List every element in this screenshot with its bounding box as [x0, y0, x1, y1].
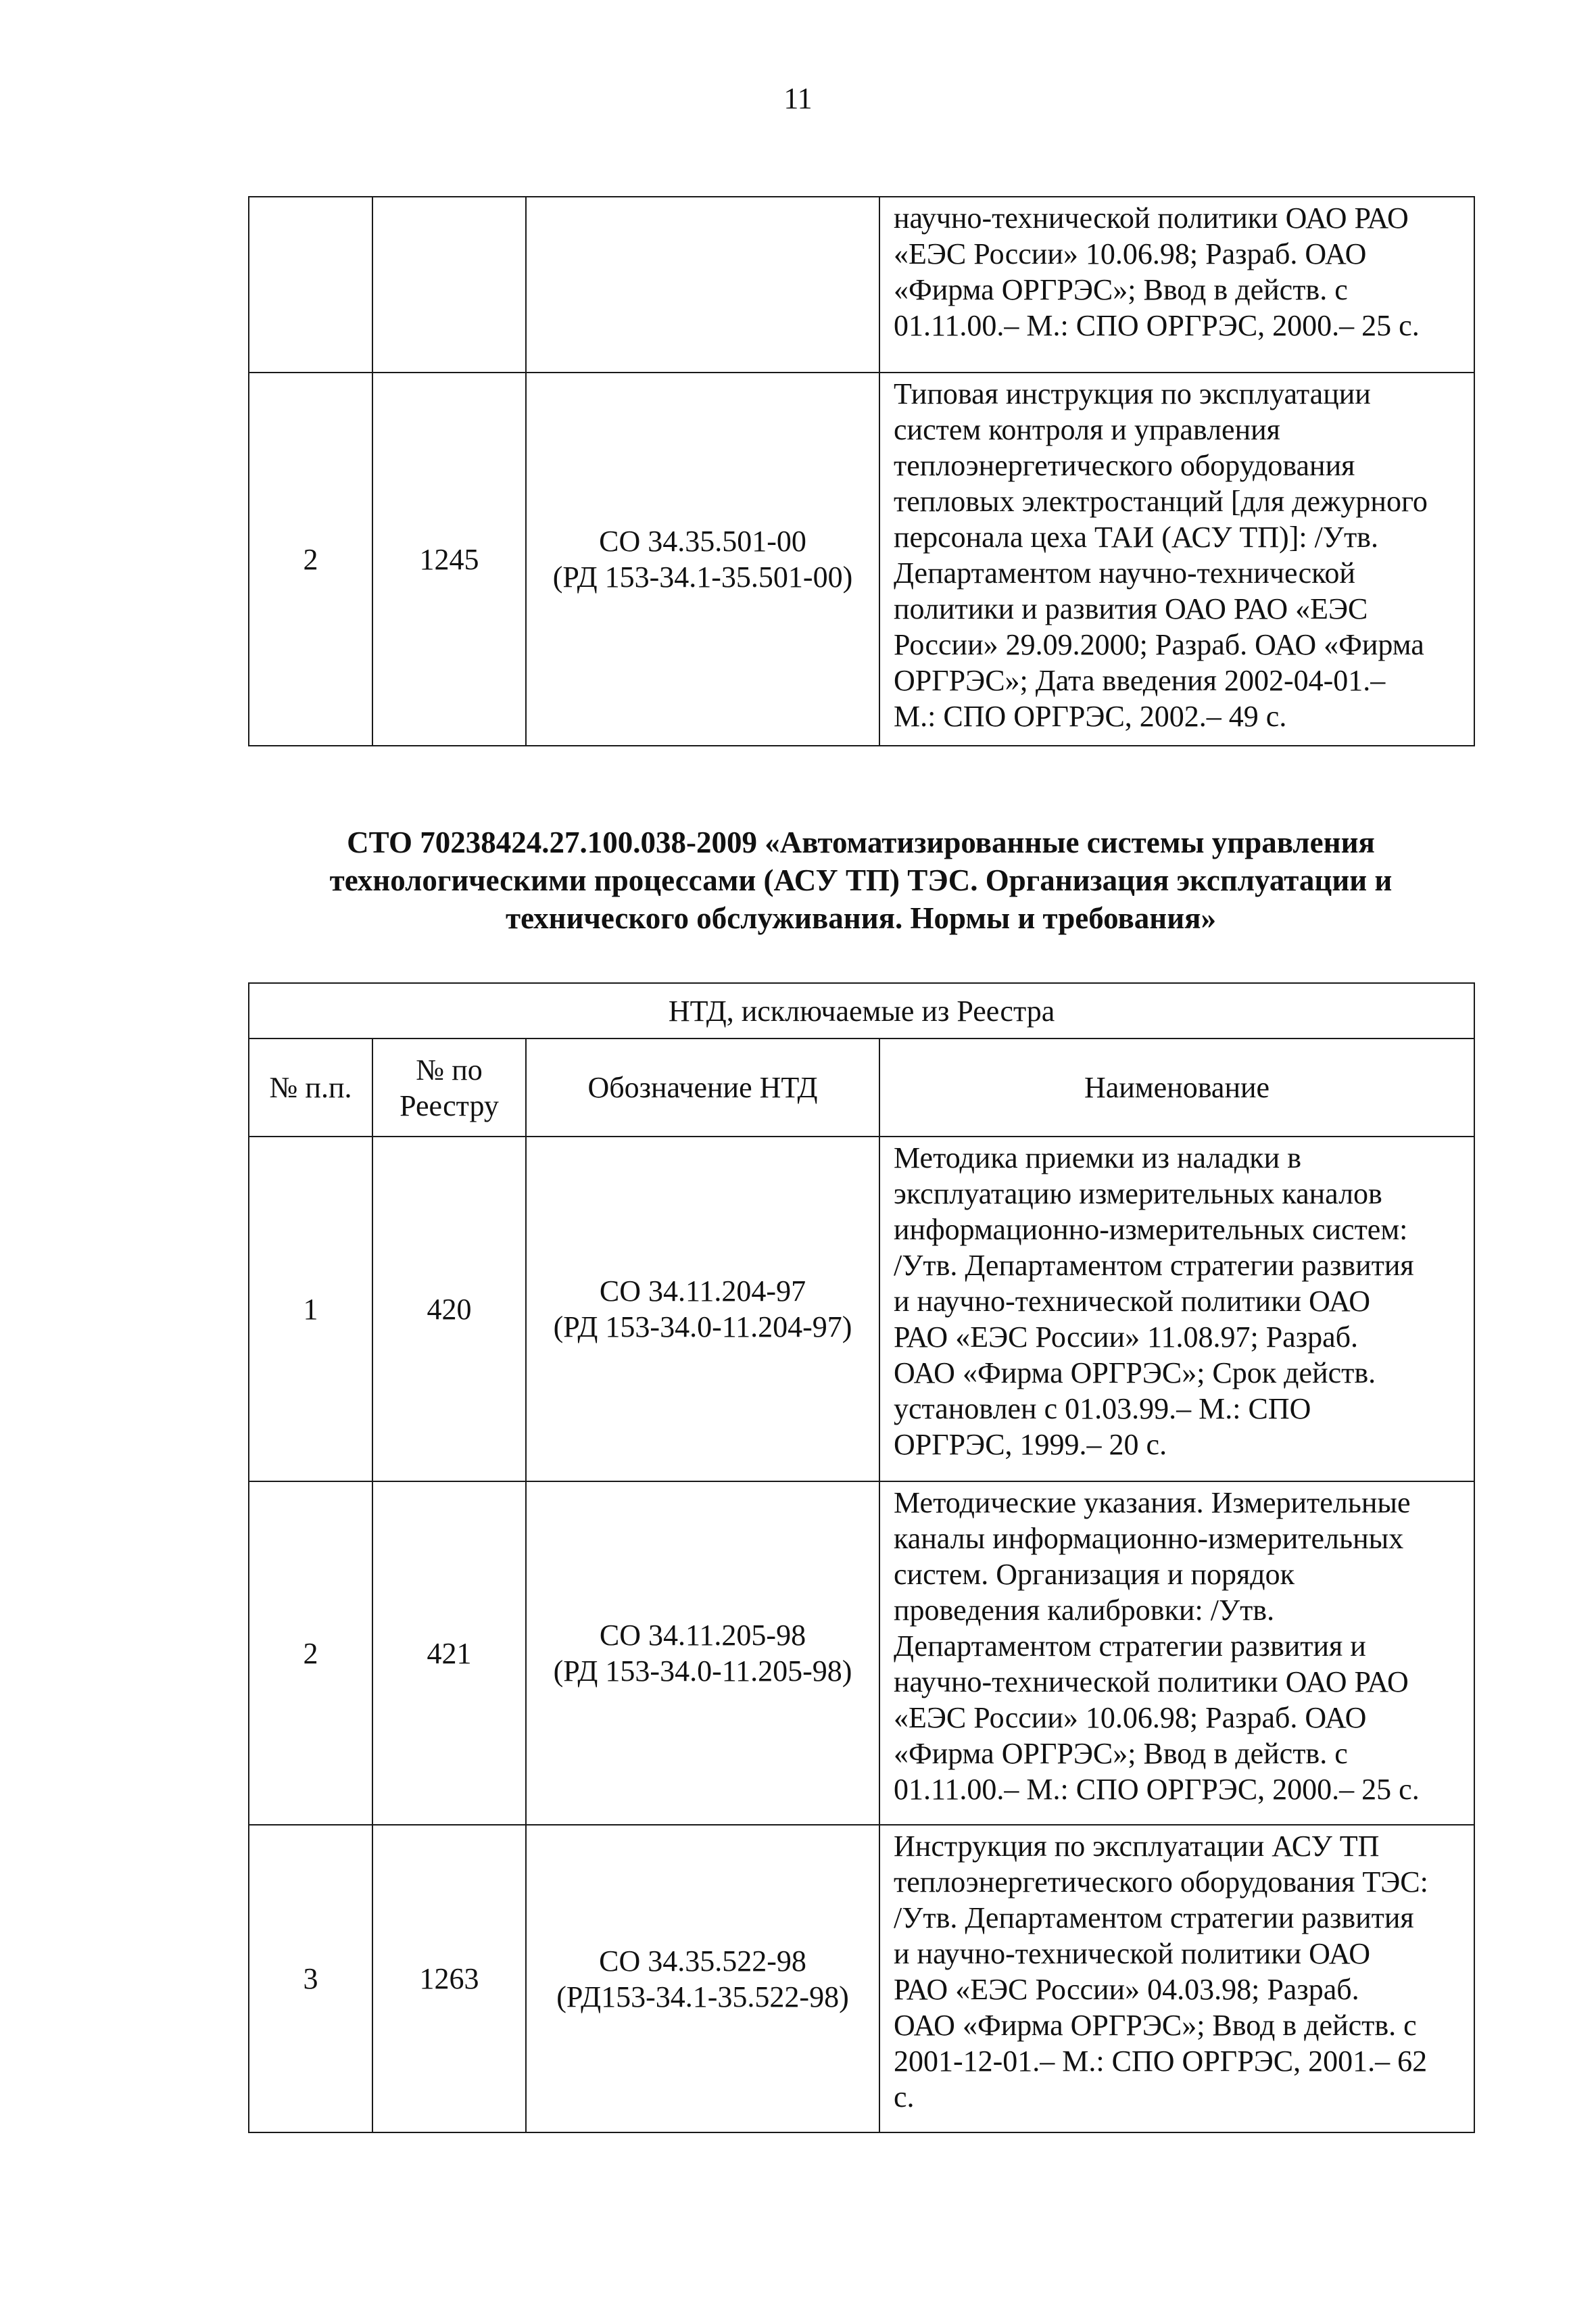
title-line: информационно-измерительных систем:	[894, 1213, 1408, 1246]
title-line: Инструкция по эксплуатации АСУ ТП	[894, 1830, 1380, 1863]
title-line: Методические указания. Измерительные	[894, 1486, 1411, 1519]
header-title: Наименование	[879, 1039, 1474, 1137]
cell-designation	[526, 1481, 879, 1825]
title-line: 2001-12-01.– М.: СПО ОРГРЭС, 2001.– 62	[894, 2045, 1428, 2078]
cell-register-number: 1245	[372, 373, 526, 746]
table-caption: НТД, исключаемые из Реестра	[249, 983, 1474, 1039]
cell-register-number: 1263	[372, 1825, 526, 2132]
section-title	[248, 824, 1474, 937]
title-line: Методика приемки из наладки в	[894, 1141, 1301, 1174]
cell-register-number: 421	[372, 1481, 526, 1825]
title-line: политики и развития ОАО РАО «ЕЭС	[894, 592, 1368, 625]
cell-designation	[526, 1825, 879, 2132]
cell-item-number: 3	[249, 1825, 372, 2132]
table-row	[249, 1137, 1474, 1481]
cell-title	[879, 197, 1474, 373]
designation-line: (РД 153-34.0-11.204-97)	[553, 1310, 852, 1343]
designation-line: СО 34.11.205-98	[599, 1619, 806, 1652]
title-line: персонала цеха ТАИ (АСУ ТП)]: /Утв.	[894, 521, 1378, 554]
title-line: России» 29.09.2000; Разраб. ОАО «Фирма	[894, 628, 1424, 661]
title-line: 01.11.00.– М.: СПО ОРГРЭС, 2000.– 25 с.	[894, 309, 1420, 342]
cell-title	[879, 1481, 1474, 1825]
title-line: теплоэнергетического оборудования	[894, 449, 1355, 482]
title-line: Департаментом научно-технической	[894, 556, 1355, 590]
title-line: научно-технической политики ОАО РАО	[894, 201, 1409, 235]
designation-line: (РД 153-34.1-35.501-00)	[552, 560, 853, 594]
title-line: и научно-технической политики ОАО	[894, 1285, 1371, 1318]
continued-register-table	[248, 196, 1475, 746]
title-line: ОАО «Фирма ОРГРЭС»; Срок действ.	[894, 1356, 1376, 1389]
title-line: теплоэнергетического оборудования ТЭС:	[894, 1865, 1428, 1899]
section-title-line: технологическими процессами (АСУ ТП) ТЭС. Организация эксплуатации и	[329, 863, 1393, 897]
table-row	[249, 1825, 1474, 2132]
title-line: систем контроля и управления	[894, 413, 1280, 446]
title-line: установлен с 01.03.99.– М.: СПО	[894, 1392, 1311, 1425]
cell-register-number: 420	[372, 1137, 526, 1481]
header-register-number-line: № по	[416, 1053, 483, 1087]
excluded-ntd-table	[248, 982, 1475, 2133]
title-line: 01.11.00.– М.: СПО ОРГРЭС, 2000.– 25 с.	[894, 1773, 1420, 1806]
title-line: ОРГРЭС, 1999.– 20 с.	[894, 1428, 1167, 1461]
title-line: научно-технической политики ОАО РАО	[894, 1665, 1409, 1698]
cell-designation	[526, 197, 879, 373]
title-line: РАО «ЕЭС России» 04.03.98; Разраб.	[894, 1973, 1359, 2006]
cell-item-number: 2	[249, 373, 372, 746]
designation-line: СО 34.35.501-00	[599, 525, 806, 558]
title-line: Департаментом стратегии развития и	[894, 1629, 1366, 1663]
header-designation: Обозначение НТД	[526, 1039, 879, 1137]
cell-title	[879, 1137, 1474, 1481]
cell-item-number	[249, 197, 372, 373]
title-line: каналы информационно-измерительных	[894, 1522, 1404, 1555]
section-title-line: СТО 70238424.27.100.038-2009 «Автоматизированные системы управления	[347, 826, 1375, 859]
title-line: с.	[894, 2080, 915, 2114]
designation-line: (РД153-34.1-35.522-98)	[556, 1980, 849, 2013]
title-line: Типовая инструкция по эксплуатации	[894, 377, 1371, 410]
designation-line: (РД 153-34.0-11.205-98)	[553, 1654, 852, 1688]
cell-designation	[526, 1137, 879, 1481]
title-line: М.: СПО ОРГРЭС, 2002.– 49 с.	[894, 700, 1287, 733]
title-line: /Утв. Департаментом стратегии развития	[894, 1901, 1414, 1934]
title-line: систем. Организация и порядок	[894, 1558, 1295, 1591]
cell-item-number: 1	[249, 1137, 372, 1481]
title-line: «Фирма ОРГРЭС»; Ввод в действ. с	[894, 273, 1348, 306]
title-line: эксплуатацию измерительных каналов	[894, 1177, 1382, 1210]
section-title-line: технического обслуживания. Нормы и требования»	[506, 901, 1216, 935]
cell-designation	[526, 373, 879, 746]
header-item-number: № п.п.	[249, 1039, 372, 1137]
designation-line: СО 34.35.522-98	[599, 1944, 806, 1978]
title-line: проведения калибровки: /Утв.	[894, 1594, 1275, 1627]
title-line: «ЕЭС России» 10.06.98; Разраб. ОАО	[894, 237, 1367, 270]
title-line: ОРГРЭС»; Дата введения 2002-04-01.–	[894, 664, 1386, 697]
table-row	[249, 197, 1474, 373]
page-number: 11	[783, 82, 813, 115]
header-register-number-line: Реестру	[400, 1089, 499, 1122]
title-line: /Утв. Департаментом стратегии развития	[894, 1249, 1414, 1282]
cell-title	[879, 1825, 1474, 2132]
cell-register-number	[372, 197, 526, 373]
header-register-number	[372, 1039, 526, 1137]
table-row	[249, 1481, 1474, 1825]
title-line: тепловых электростанций [для дежурного	[894, 485, 1428, 518]
title-line: ОАО «Фирма ОРГРЭС»; Ввод в действ. с	[894, 2009, 1417, 2042]
table-row	[249, 373, 1474, 746]
cell-item-number: 2	[249, 1481, 372, 1825]
title-line: «ЕЭС России» 10.06.98; Разраб. ОАО	[894, 1701, 1367, 1734]
cell-title	[879, 373, 1474, 746]
title-line: РАО «ЕЭС России» 11.08.97; Разраб.	[894, 1320, 1358, 1354]
title-line: «Фирма ОРГРЭС»; Ввод в действ. с	[894, 1737, 1348, 1770]
designation-line: СО 34.11.204-97	[599, 1274, 806, 1308]
title-line: и научно-технической политики ОАО	[894, 1937, 1371, 1970]
